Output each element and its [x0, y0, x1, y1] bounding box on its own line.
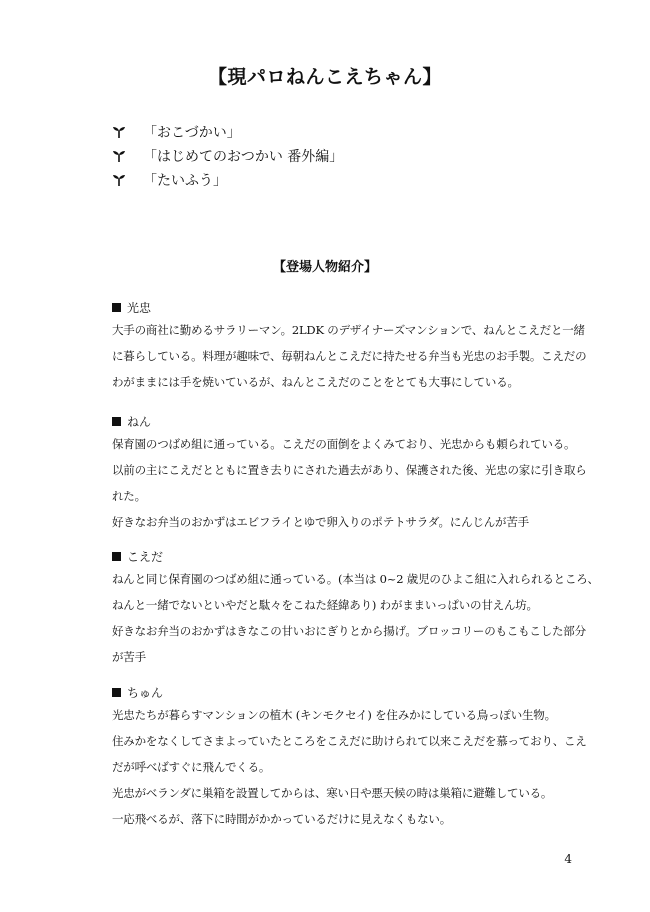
list-item	[112, 168, 343, 192]
story-title: 「はじめてのおつかい 番外編」	[143, 149, 344, 165]
description-line: 一応飛べるが、落下に時間がかかっているだけに見えなくもない。	[112, 812, 451, 826]
square-bullet-icon	[112, 417, 121, 426]
character-name	[112, 297, 582, 317]
section-title: 【登場人物紹介】	[272, 260, 377, 275]
list-item	[112, 120, 343, 144]
description-line: 光忠たちが暮らすマンションの植木 (キンモクセイ) を住みかにしている鳥っぽい生物。	[112, 708, 556, 722]
description-line: に暮らしている。料理が趣味で、毎朝ねんとこえだに持たせる弁当も光忠のお手製。こえだの	[112, 349, 587, 363]
description-line: れた。	[112, 489, 146, 503]
description-line: だが呼べばすぐに飛んでくる。	[112, 760, 271, 774]
description-line: 以前の主にこえだとともに置き去りにされた過去があり、保護された後、光忠の家に引き取ら	[112, 463, 587, 477]
sprout-icon	[112, 173, 126, 187]
description-line: ねんと同じ保育園のつばめ組に通っている。(本当は 0~2 歳児のひよこ組に入れられるところ、	[112, 572, 599, 586]
description-line: わがままには手を焼いているが、ねんとこえだのことをとても大事にしている。	[112, 375, 519, 389]
page-number: 4	[564, 852, 572, 866]
description-line: 好きなお弁当のおかずはエビフライとゆで卵入りのポテトサラダ。にんじんが苦手	[112, 515, 529, 529]
character-name-text: こえだ	[127, 549, 164, 564]
square-bullet-icon	[112, 688, 121, 697]
character-entry-chun	[112, 682, 587, 832]
sprout-icon	[112, 125, 126, 139]
character-entry-koeda	[112, 546, 599, 670]
sprout-icon	[112, 149, 126, 163]
list-item	[112, 144, 343, 168]
character-entry-nen	[112, 411, 587, 535]
character-name	[112, 682, 582, 702]
square-bullet-icon	[112, 552, 121, 561]
description-line: 大手の商社に勤めるサラリーマン。2LDK のデザイナーズマンションで、ねんとこえだと一緒	[112, 323, 585, 337]
square-bullet-icon	[112, 303, 121, 312]
character-name	[112, 546, 582, 566]
character-name-text: 光忠	[127, 300, 152, 315]
character-entry-mitsutada	[112, 297, 587, 395]
page-title: 【現パロねんこえちゃん】	[207, 66, 442, 88]
character-name-text: ねん	[127, 414, 152, 429]
story-list	[112, 120, 343, 192]
story-title: 「おこづかい」	[143, 125, 241, 141]
description-line: が苦手	[112, 650, 146, 664]
description-line: 保育園のつばめ組に通っている。こえだの面倒をよくみており、光忠からも頼られている。	[112, 437, 576, 451]
description-line: 住みかをなくしてさまよっていたところをこえだに助けられて以来こえだを慕っており、こえ	[112, 734, 587, 748]
story-title: 「たいふう」	[143, 173, 227, 189]
description-line: 光忠がベランダに巣箱を設置してからは、寒い日や悪天候の時は巣箱に避難している。	[112, 786, 553, 800]
description-line: 好きなお弁当のおかずはきなこの甘いおにぎりとから揚げ。ブロッコリーのもこもこした部分	[112, 624, 586, 638]
character-name	[112, 411, 582, 431]
description-line: ねんと一緒でないといやだと駄々をこねた経緯あり) わがままいっぱいの甘えん坊。	[112, 598, 538, 612]
character-name-text: ちゅん	[127, 685, 164, 700]
